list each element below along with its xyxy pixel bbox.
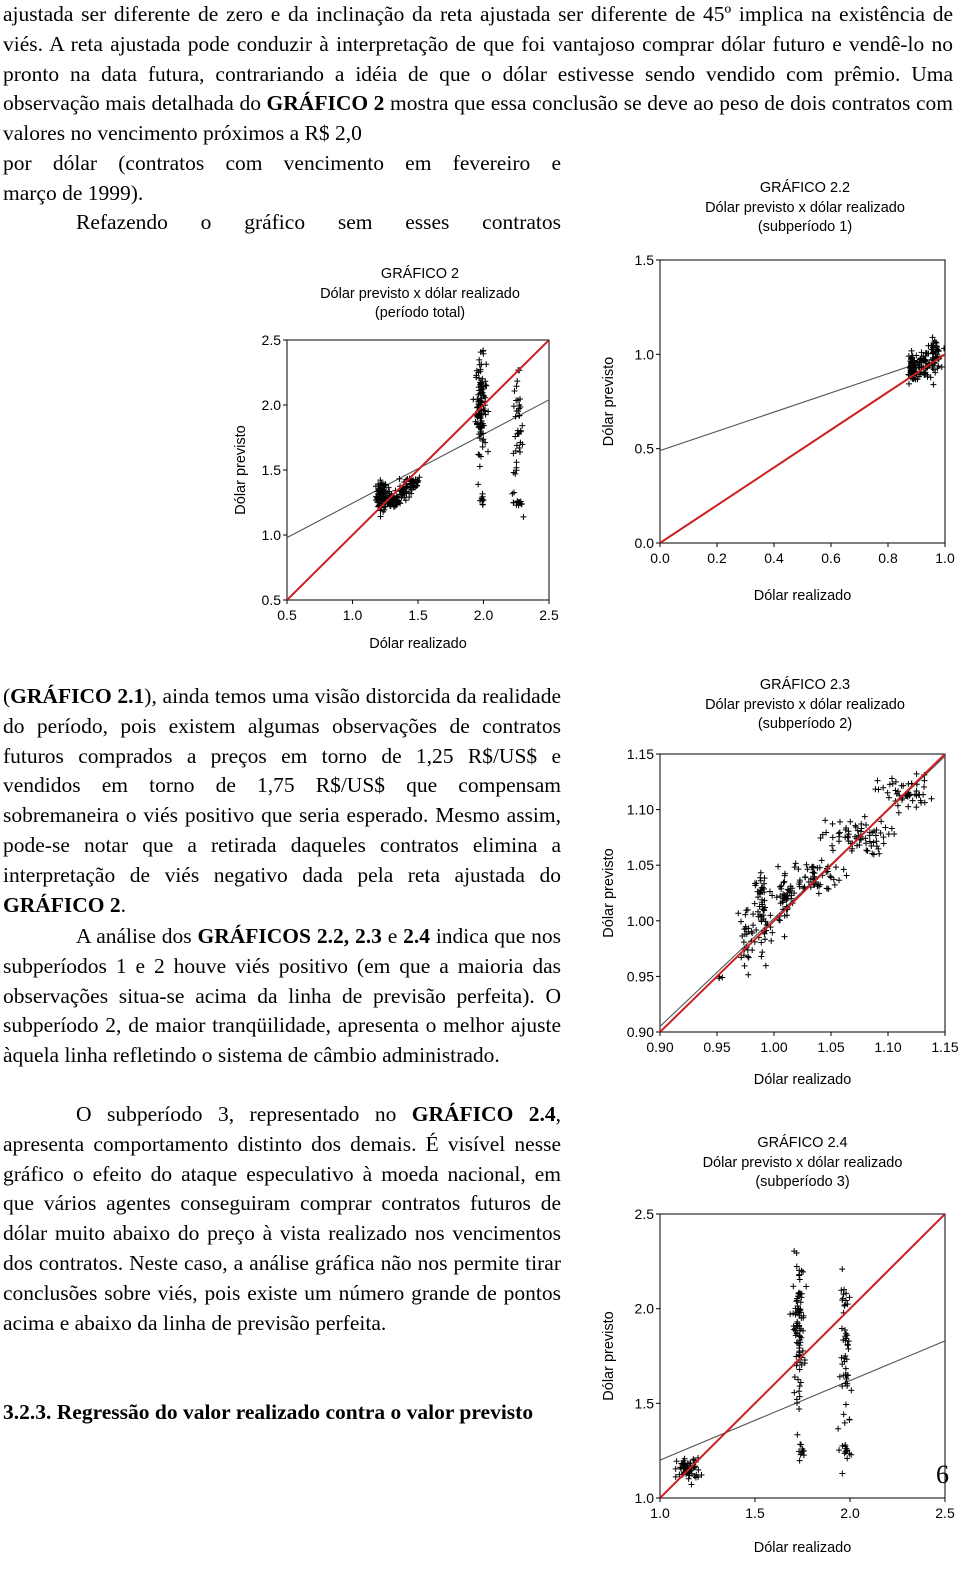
x-tick-label: 0.90 (646, 1039, 674, 1055)
chart-title: GRÁFICO 2.2 (759, 180, 851, 196)
y-axis-label: Dólar previsto (601, 1311, 617, 1401)
data-point (396, 476, 402, 482)
plot-area (287, 340, 549, 600)
chart-period: (período total) (374, 305, 466, 321)
x-tick-label: 0.0 (650, 550, 670, 566)
scatter-points (716, 771, 934, 981)
chart-grafico-2-3 (590, 676, 960, 1106)
p5-text-b: , apresenta comportamento distinto dos demais. É visível nesse gráfico o efeito do ataque especulativo à moeda nacional, em que vários agentes conseguiram comprar contratos futuros de dólar muito abaixo do preço à vista realizado nos vencimentos dos contratos. Neste caso, a análise gráfica não nos permite tirar conclusões sobre viés, pois existe um número grande de pontos acima e abaixo da linha de previsão perfeita. (3, 1102, 561, 1335)
p3-text: ), ainda temos uma visão distorcida da realidade do período, pois existem algumas observações de contratos futuros comprados a preços em torno de 1,25 R$/US$ e vendidos em torno de 1,75 R$/US$ que compensam sobremaneira o viés positivo que seria esperado. Mesmo assim, pode-se notar que a retirada daqueles contratos elimina a interpretação de viés negativo dada pela reta ajustada do (3, 684, 562, 887)
data-point (832, 882, 838, 888)
x-tick-label: 0.4 (764, 550, 784, 566)
data-point (830, 847, 836, 853)
data-point (378, 513, 384, 519)
x-tick-label: 1.15 (931, 1039, 959, 1055)
x-tick-label: 0.5 (277, 607, 297, 623)
y-tick-label: 1.00 (626, 912, 654, 929)
paragraph-analysis (3, 922, 561, 1071)
p3-end: . (120, 892, 127, 917)
x-tick-label: 2.5 (935, 1505, 955, 1521)
chart-svg (590, 178, 960, 618)
data-point (837, 1374, 843, 1380)
data-point (941, 345, 947, 351)
data-point (516, 412, 522, 418)
data-point (921, 784, 927, 790)
data-point (909, 348, 915, 354)
data-point (841, 866, 847, 872)
data-point (910, 798, 916, 804)
data-point (802, 874, 808, 880)
chart-grafico-2-4 (590, 1134, 960, 1569)
ref-grafico-21: GRÁFICO 2.1 (10, 684, 145, 708)
y-tick-label: 1.5 (634, 252, 654, 268)
data-point (824, 886, 830, 892)
data-point (889, 825, 895, 831)
data-point (797, 1394, 803, 1400)
x-tick-label: 0.2 (707, 550, 727, 566)
fit-line (660, 1341, 945, 1460)
data-point (797, 1458, 803, 1464)
intro-line-6-text: por dólar (contratos com vencimento em fevereiro e (3, 151, 561, 175)
y-tick-label: 0.0 (634, 535, 654, 551)
plot-area (660, 1214, 945, 1498)
y-tick-label: 1.15 (626, 746, 654, 762)
data-point (787, 1311, 793, 1317)
p4-text-a: A análise dos (76, 924, 198, 948)
intro-text: ajustada ser diferente de zero e da inclinação da reta ajustada ser diferente de 45º implica na existência de viés. A reta ajustada pode conduzir à interpretação de que foi vantajoso comprar dólar futuro e vendê-lo no pronto na data futura, contrariando a idéia de que o dólar estivesse sendo vendido com prêmio. Uma observação mais detalhada do (3, 2, 953, 116)
data-point (896, 810, 902, 816)
y-tick-label: 1.5 (634, 1395, 654, 1412)
data-point (830, 834, 836, 840)
data-point (803, 1284, 809, 1290)
plot-area (660, 754, 945, 1032)
y-tick-label: 0.95 (626, 968, 654, 985)
data-point (833, 864, 839, 870)
x-axis-label: Dólar realizado (753, 588, 852, 604)
data-point (841, 1411, 847, 1417)
data-point (928, 796, 934, 802)
data-point (758, 870, 764, 876)
data-point (749, 930, 755, 936)
data-point (480, 491, 486, 497)
data-point (480, 351, 486, 357)
data-point (768, 938, 774, 944)
data-point (810, 864, 816, 870)
data-point (520, 514, 526, 520)
data-point (485, 449, 491, 455)
chart-subtitle: Dólar previsto x dólar realizado (320, 285, 520, 302)
data-point (843, 1402, 849, 1408)
data-point (793, 1298, 799, 1304)
data-point (863, 822, 869, 828)
chart-period: (subperíodo 2) (757, 716, 853, 732)
x-tick-label: 0.6 (821, 550, 841, 566)
data-point (875, 846, 881, 852)
ref-graficos: GRÁFICOS 2.2, 2.3 (197, 924, 382, 948)
perfect-forecast-line (660, 354, 945, 543)
chart-title: GRÁFICO 2.3 (759, 677, 851, 693)
x-axis-label: Dólar realizado (369, 636, 467, 652)
intro-paragraph (3, 0, 953, 149)
y-tick-label: 1.05 (626, 857, 654, 874)
data-point (836, 877, 842, 883)
data-point (810, 869, 816, 875)
data-point (512, 471, 518, 477)
data-point (830, 821, 836, 827)
x-tick-label: 1.0 (342, 607, 363, 623)
data-point (673, 1466, 679, 1472)
data-point (842, 1420, 848, 1426)
data-point (800, 1269, 806, 1275)
x-tick-label: 1.10 (874, 1039, 902, 1055)
chart-subtitle: Dólar previsto x dólar realizado (705, 696, 905, 713)
x-tick-label: 2.0 (473, 607, 494, 623)
data-point (775, 864, 781, 870)
data-point (752, 901, 758, 907)
intro-line-6 (3, 149, 561, 179)
data-point (829, 843, 835, 849)
p5-text-a: O subperíodo 3, representado no (76, 1102, 412, 1126)
data-point (889, 776, 895, 782)
data-point (794, 1432, 800, 1438)
y-axis-label: Dólar previsto (233, 425, 249, 515)
y-tick-label: 1.5 (261, 462, 281, 478)
data-point (839, 1471, 845, 1477)
data-point (891, 831, 897, 837)
data-point (839, 1443, 845, 1449)
intro-text-end: mostra que essa conclusão se deve ao peso de dois contratos com valores no vencimento próximos a R$ 2,0 (3, 91, 954, 146)
x-tick-label: 1.00 (760, 1039, 788, 1055)
data-point (798, 1379, 804, 1385)
data-point (905, 804, 911, 810)
intro-line-7-text: março de 1999). (3, 181, 144, 205)
data-point (794, 1340, 800, 1346)
intro-line-7 (3, 179, 143, 209)
data-point (790, 1283, 796, 1289)
data-point (803, 862, 809, 868)
data-point (836, 830, 842, 836)
data-point (781, 879, 787, 885)
data-point (846, 1416, 852, 1422)
p4-text-c: indica que nos subperíodos 1 e 2 houve viés positivo (em que a maioria das observações situa-se acima da linha de previsão perfeita). O subperíodo 2, de maior tranqüilidade, apresenta o melhor ajuste àquela linha refletindo o sistema de câmbio administrado. (3, 924, 561, 1068)
x-tick-label: 1.05 (817, 1039, 845, 1055)
data-point (750, 922, 756, 928)
ref-grafico-24: GRÁFICO 2.4 (411, 1102, 556, 1126)
data-point (791, 1390, 797, 1396)
data-point (763, 963, 769, 969)
data-point (758, 954, 764, 960)
data-point (519, 423, 525, 429)
section-heading-text: 3.2.3. Regressão do valor realizado contra o valor previsto (3, 1400, 534, 1424)
data-point (483, 361, 489, 367)
data-point (875, 778, 881, 784)
data-point (758, 939, 764, 945)
data-point (470, 396, 476, 402)
data-point (880, 834, 886, 840)
chart-period: (subperíodo 1) (757, 219, 853, 235)
plot-frame (660, 260, 945, 543)
y-tick-label: 0.5 (261, 592, 281, 608)
y-tick-label: 2.0 (261, 397, 281, 413)
data-point (885, 790, 891, 796)
y-tick-label: 2.0 (634, 1300, 654, 1317)
data-point (843, 1366, 849, 1372)
data-point (886, 831, 892, 837)
scatter-points (905, 334, 947, 387)
data-point (797, 1334, 803, 1340)
x-tick-label: 1.5 (408, 607, 428, 623)
y-axis-label: Dólar previsto (601, 848, 617, 938)
data-point (477, 435, 483, 441)
page-number-text: 6 (936, 1460, 949, 1489)
y-tick-label: 1.0 (634, 1490, 654, 1506)
data-point (517, 449, 523, 455)
data-point (745, 954, 751, 960)
data-point (795, 1377, 801, 1383)
data-point (480, 502, 486, 508)
data-point (844, 1372, 850, 1378)
x-tick-label: 1.0 (650, 1505, 670, 1521)
paragraph-grafico-21 (3, 682, 561, 920)
data-point (797, 1383, 803, 1389)
data-point (863, 847, 869, 853)
data-point (796, 1388, 802, 1394)
data-point (738, 919, 744, 925)
fit-line (660, 354, 945, 450)
data-point (881, 841, 887, 847)
data-point (792, 1374, 798, 1380)
data-point (874, 843, 880, 849)
chart-title: GRÁFICO 2 (380, 266, 460, 282)
y-tick-label: 0.90 (626, 1024, 654, 1040)
data-point (939, 364, 945, 370)
x-axis-label: Dólar realizado (753, 1072, 852, 1088)
data-point (847, 1294, 853, 1300)
data-point (887, 781, 893, 787)
y-tick-label: 1.10 (626, 801, 654, 818)
perfect-forecast-line (287, 340, 549, 600)
data-point (930, 382, 936, 388)
data-point (745, 972, 751, 978)
data-point (835, 1426, 841, 1432)
y-tick-label: 2.5 (634, 1206, 654, 1222)
data-point (483, 383, 489, 389)
x-axis-label: Dólar realizado (753, 1540, 852, 1556)
data-point (865, 848, 871, 854)
data-point (514, 378, 520, 384)
x-tick-label: 2.0 (840, 1505, 860, 1521)
data-point (762, 875, 768, 881)
data-point (913, 804, 919, 810)
data-point (769, 930, 775, 936)
data-point (906, 381, 912, 387)
ref-grafico-2b: GRÁFICO 2 (3, 892, 121, 917)
data-point (842, 1327, 848, 1333)
perfect-forecast-line (660, 754, 945, 1032)
data-point (837, 819, 843, 825)
y-tick-label: 0.5 (634, 440, 654, 457)
data-point (762, 936, 768, 942)
chart-grafico-2 (200, 262, 580, 672)
chart-svg (200, 262, 580, 672)
data-point (782, 934, 788, 940)
data-point (475, 481, 481, 487)
data-point (862, 814, 868, 820)
data-point (403, 497, 409, 503)
ref-grafico-2: GRÁFICO 2 (266, 91, 385, 116)
p4-text-b: e (381, 924, 404, 948)
data-point (848, 1387, 854, 1393)
y-tick-label: 1.0 (634, 346, 654, 363)
data-point (921, 778, 927, 784)
data-point (822, 817, 828, 823)
data-point (845, 1346, 851, 1352)
chart-title: GRÁFICO 2.4 (757, 1135, 848, 1151)
chart-grafico-2-2 (590, 178, 960, 618)
data-point (839, 1325, 845, 1331)
data-point (914, 771, 920, 777)
scatter-points (373, 348, 527, 520)
data-point (735, 910, 741, 916)
chart-svg (590, 676, 960, 1106)
paragraph-subperiod-3 (3, 1100, 561, 1338)
y-axis-label: Dólar previsto (601, 356, 617, 447)
data-point (839, 1266, 845, 1272)
chart-svg (590, 1134, 960, 1569)
data-point (837, 830, 843, 836)
data-point (742, 963, 748, 969)
ref-24: 2.4 (403, 924, 430, 948)
x-tick-label: 2.5 (539, 607, 559, 623)
data-point (836, 1447, 842, 1453)
data-point (847, 819, 853, 825)
data-point (767, 912, 773, 918)
y-tick-label: 2.5 (261, 332, 281, 348)
plot-area (660, 334, 947, 543)
data-point (511, 403, 517, 409)
chart-subtitle: Dólar previsto x dólar realizado (705, 199, 905, 216)
data-point (872, 786, 878, 792)
data-point (719, 975, 725, 981)
data-point (886, 795, 892, 801)
data-point (759, 949, 765, 955)
redo-text: Refazendo o gráfico sem esses contratos (76, 210, 561, 234)
chart-period: (subperíodo 3) (755, 1174, 850, 1190)
data-point (816, 891, 822, 897)
x-tick-label: 1.5 (745, 1505, 765, 1521)
section-heading (3, 1398, 561, 1428)
x-tick-label: 0.95 (703, 1039, 731, 1055)
data-point (477, 464, 483, 470)
data-point (513, 459, 519, 465)
data-point (819, 857, 825, 863)
scatter-points (673, 1248, 855, 1487)
y-tick-label: 1.0 (261, 527, 281, 543)
data-point (844, 872, 850, 878)
x-tick-label: 1.0 (935, 550, 955, 566)
data-point (793, 860, 799, 866)
redo-line (76, 208, 561, 238)
data-point (876, 851, 882, 857)
data-point (796, 1406, 802, 1412)
chart-subtitle: Dólar previsto x dólar realizado (702, 1154, 903, 1171)
data-point (882, 825, 888, 831)
paren-open: ( (3, 684, 11, 708)
x-tick-label: 0.8 (878, 550, 898, 566)
data-point (688, 1481, 694, 1487)
